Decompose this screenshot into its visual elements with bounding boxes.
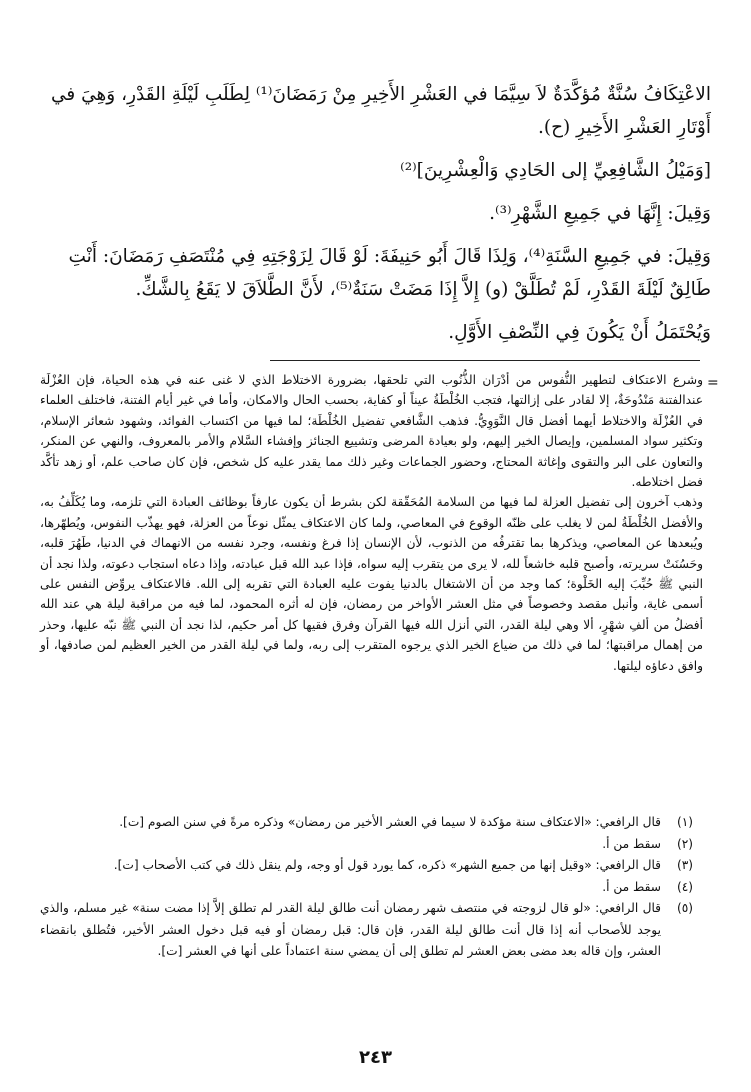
page-number: ٢٤٣ — [359, 1047, 392, 1068]
footnote-text: قال الرافعي: «الاعتكاف سنة مؤكدة لا سيما في العشر الأخير من رمضان» وذكره مرةً في سنن الصوم [ت]. — [119, 815, 661, 829]
main-text — [40, 78, 711, 359]
footnote — [40, 877, 709, 899]
footnote-text: سقط من أ. — [602, 879, 661, 894]
footnote — [40, 812, 709, 834]
main-paragraph: الاعْتِكَافُ سُنَّةٌ مُؤكَّدَةٌ لاَ سِيَّمَا في العَشْرِ الأَخِيرِ مِنْ رَمَضَانَ⁽¹⁾ لِطَلَبِ لَيْلَةِ القَدْرِ، وَهِيَ في أَوْتَارِ العَشْرِ الأَخِيرِ (ح). — [50, 84, 711, 138]
footnote-text: قال الرافعي: «لو قال لزوجته في منتصف شهر رمضان أنت طالق ليلة القدر لم تطلق إلاَّ إذا مضت سنة» غير مسلم، والذي يوجد للأصحاب أنه إذا قال أنت طالق ليلة القدر، فإن قال: قبل رمضان أو فيه قبل دخول العشر الأخير، فتُطلق بانقضاء العشر، وإن قاله بعد مضى بعض العشر لم تطلق إلى أن يمضي سنة اعتماداً على أنها في العشر [ت]. — [40, 901, 661, 958]
main-paragraph: وَيُحْتَمَلُ أَنْ يَكُونَ فِي النِّصْفِ الأَوَّلِ. — [448, 322, 711, 343]
footnote-number: (٥) — [676, 901, 694, 915]
main-paragraph: وَقِيلَ: إِنَّهَا في جَمِيعِ الشَّهْرِ⁽³⁾. — [489, 203, 711, 224]
footnote — [40, 898, 709, 963]
footnote-number: (٢) — [676, 836, 694, 851]
footnote — [40, 855, 709, 877]
main-paragraph: وَقِيلَ: في جَمِيعِ السَّنَةِ⁽⁴⁾، وَلِذَا قَالَ أَبُو حَنِيفَةَ: لَوْ قَالَ لِزَوْجَتِهِ فِي مُنْتَصَفِ رَمَضَانَ: أَنْتِ طَالِقٌ لَيْلَةَ القَدْرِ، لَمْ تُطَلَّقْ (و) إِلاَّ إِذَا مَضَتْ سَنَةٌ⁽⁵⁾، لأَنَّ الطَّلاَقَ لا يَقَعُ بِالشَّكِّ. — [68, 246, 711, 300]
footnote-number: (٣) — [676, 858, 694, 872]
footnote-number: (١) — [676, 815, 694, 829]
commentary-section — [40, 370, 703, 676]
separator-rule — [270, 360, 700, 361]
commentary-marker: = — [707, 375, 719, 391]
commentary-paragraph: وذهب آخرون إلى تفضيل العزلة لما فيها من السلامة المُحَقّقة لكن بشرط أن يكون عارفاً بوظائف العبادة التي تلزمه، وما يُكَلِّفُ به، والأفضل الخُلْطَةُ لمن لا يغلب على ظنّه الوقوع في المعاصي، ولما كان الاعتكاف يمثّل نوعاً من العزلة، فهو يهذّب النفوس، ويُطهّرها، ويُبعدها عن المعاصي، ويذكرها بما تقترفُه من الذنوب، لأن الإنسان إذا فرغ ونفسه، وجرد نفسه من الانهماك في الدنيا، طَهُرَ قلبه، وحَسُنَتْ سريرته، وأصبح قلبه خاشعاً لله، لا يرى من يتقرب إليه سواه، فإذا عبد الله قبل عبادته، وإذا دعاه استجاب دعوته، ولذا نجد أن النبي ﷺ حُبِّبَ إليه الخَلْوة؛ كما وجد من أن الاشتغال بالدنيا يفوت عليه العبادة التي تقربه إلى الله. فالاعتكاف يروِّض النفس على أسمى غاية، وأنبل مقصد وخصوصاً في مثل العشر الأواخر من رمضان، فإن له أثره المحمود، لما فيه من مراقبة ليلة هي عند الله أفضلُ من ألفِ شهْرٍ، ألا وهي ليلة القدر، التي أنزل الله فيها القرآن وفرق فقيها كل أمر حكيم، لذا نجد أن النبي ﷺ نبّه عليها، وحذر من إهمال مراقبتها؛ لما في ذلك من ضياع الخير الذي يرجوه المتقرب إلى ربه، ولما في ليلة القدر من الخير العظيم لمن صادفها، أو وافق دعاؤه ليلتها. — [40, 495, 703, 673]
footnote — [40, 834, 709, 856]
commentary-paragraph: وشرع الاعتكاف لتطهير النُّفوس من أدْرَان الذُّنُوب التي تلحقها، بضرورة الاختلاط الذي لا غنى عنه في هذه الحياة، فإن العُزْلَة عندالفتنة مَنْدُوحَةٌ، إلا لقادر على إزالتها، فتجب الخُلْطَةُ عيناً أو كفاية، بحسب الحال والامكان، وأما في غير أيام الفتنة، فاختلف العلماء في العُزْلَة والاختلاط أيهما أفضل قال النَّوَوِيُّ. فذهب الشَّافعي تفضيل الخُلْطَة؛ لما فيها من اكتساب الفوائد، وشهود شعائر الإسلام، وتكثير سواد المسلمين، وإيصال الخير إليهم، ولو بعيادة المرضى وتشييع الجنائز وإفشاء السَّلام والأمر بالمعروف، والنهي عن المنكر، والتعاون على البر والتقوى وإغاثة المحتاج، وحضور الجماعات وغير ذلك مما يقدر عليه كل شخص، فإن كان صاحب علم، أو زهد تأكَّد فضل اختلاطه. — [40, 373, 703, 490]
footnotes — [40, 812, 709, 963]
footnote-number: (٤) — [676, 879, 694, 894]
main-paragraph: [وَمَيْلُ الشَّافِعِيِّ إلى الحَادِي وَالْعِشْرِينَ]⁽²⁾ — [400, 160, 711, 181]
footnote-text: سقط من أ. — [602, 836, 661, 851]
footnote-text: قال الرافعي: «وقيل إنها من جميع الشهر» ذكره، كما يورد قول أو وجه، ولم ينقل ذلك في كتب الأصحاب [ت]. — [113, 858, 661, 872]
